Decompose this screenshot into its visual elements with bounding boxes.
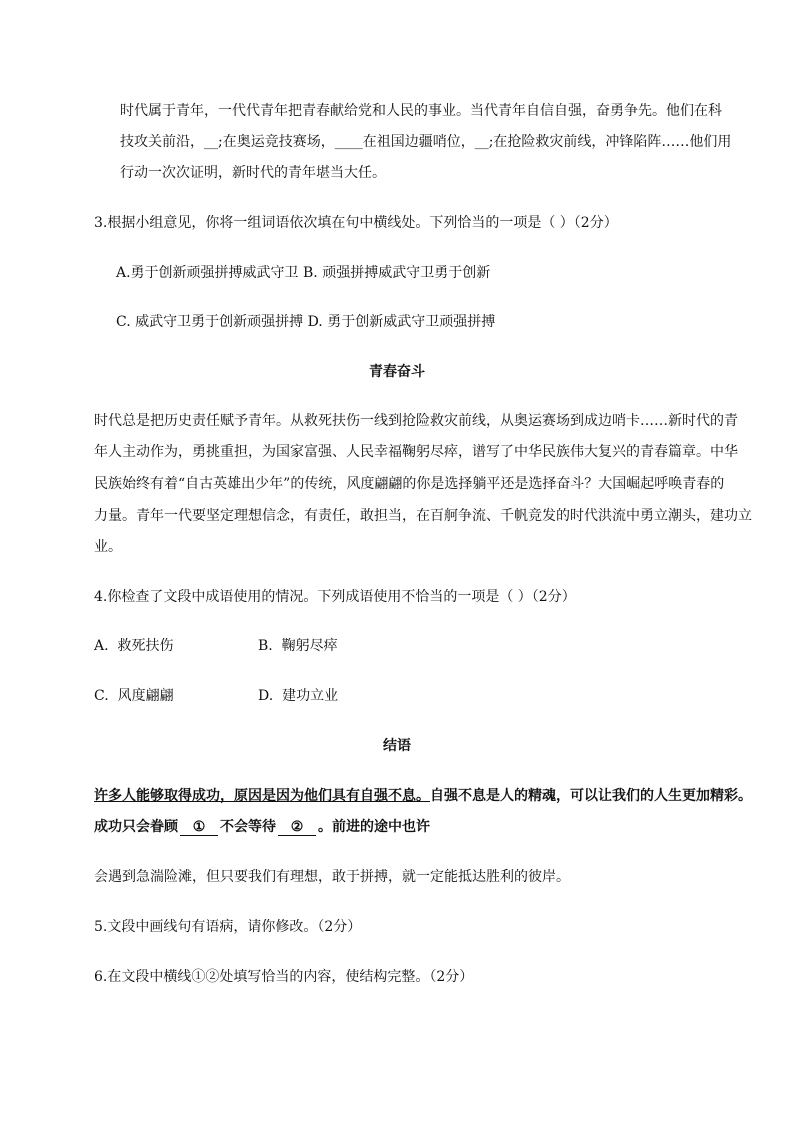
underlined-sentence: 许多人能够取得成功，原因是因为他们具有自强不息。 (94, 788, 430, 804)
conclusion-line-2 (94, 817, 430, 837)
conclusion-line-2-part-a: 成功只会眷顾 (94, 819, 178, 835)
youth-paragraph-line-2: 年人主动作为，勇挑重担，为国家富强、人民幸福鞠躬尽瘁，谱写了中华民族伟大复兴的青春篇章。中华 (94, 444, 738, 460)
question-4-option-c (94, 686, 174, 706)
passage-1-line-2: 技攻关前沿，__;在奥运竞技赛场，____在祖国边疆哨位，__;在抢险救灾前线，冲锋陷阵……他们用 (120, 134, 732, 150)
option-letter: C. (94, 688, 109, 704)
conclusion-line-1-rest: 自强不息是人的精魂，可以让我们的人生更加精彩。 (430, 788, 752, 804)
passage-1-line-3: 行动一次次证明，新时代的青年堪当大任。 (120, 165, 386, 181)
conclusion-line-2-part-c: 。前进的途中也许 (318, 819, 430, 835)
youth-paragraph-line-5: 业。 (94, 539, 122, 555)
option-letter: A. (94, 638, 109, 654)
conclusion-line-3: 会遇到急湍险滩，但只要我们有理想，敢于拼搏，就一定能抵达胜利的彼岸。 (94, 869, 570, 885)
passage-1-line-1: 时代属于青年，一代代青年把青春献给党和人民的事业。当代青年自信自强，奋勇争先。他们在科 (120, 103, 722, 119)
blank-2: ② (278, 819, 316, 836)
question-4-stem: 4.你检查了文段中成语使用的情况。下列成语使用不恰当的一项是（ ）（2分） (94, 589, 576, 605)
option-text: 建功立业 (282, 688, 339, 704)
question-4-option-d (258, 686, 338, 706)
question-3-option-row-2: C. 威武守卫勇于创新顽强拼搏 D. 勇于创新威武守卫顽强拼搏 (116, 314, 496, 330)
conclusion-line-2-part-b: 不会等待 (220, 819, 276, 835)
option-text: 风度翩翩 (117, 688, 174, 704)
question-5-stem: 5.文段中画线句有语病，请你修改。（2分） (94, 919, 362, 935)
question-6-stem: 6.在文段中横线①②处填写恰当的内容，使结构完整。（2分） (94, 969, 474, 985)
conclusion-line-1 (94, 786, 752, 806)
question-3-option-row-1: A.勇于创新顽强拼搏威武守卫 B. 顽强拼搏威武守卫勇于创新 (116, 265, 491, 281)
youth-paragraph-line-4: 力量。青年一代要坚定理想信念，有责任，敢担当，在百舸争流、千帆竞发的时代洪流中勇立潮头，建功立 (94, 508, 752, 524)
option-text: 鞠躬尽瘁 (281, 638, 338, 654)
option-text: 救死扶伤 (117, 638, 174, 654)
question-3-stem: 3.根据小组意见，你将一组词语依次填在句中横线处。下列恰当的一项是（ ）（2分） (94, 215, 618, 231)
youth-paragraph-line-1: 时代总是把历史责任赋予青年。从救死扶伤一线到抢险救灾前线，从奥运赛场到成边哨卡……新时代的青 (94, 413, 738, 429)
youth-paragraph-line-3: 民族始终有着“自古英雄出少年”的传统，风度翩翩的你是选择躺平还是选择奋斗？大国崛起呼唤青春的 (94, 476, 725, 492)
section-title-youth: 青春奋斗 (369, 364, 425, 380)
section-title-conclusion: 结语 (383, 738, 411, 754)
question-4-option-b (258, 636, 338, 656)
option-letter: D. (258, 688, 274, 704)
question-4-option-a (94, 636, 173, 656)
blank-1: ① (180, 819, 218, 836)
option-letter: B. (258, 638, 273, 654)
